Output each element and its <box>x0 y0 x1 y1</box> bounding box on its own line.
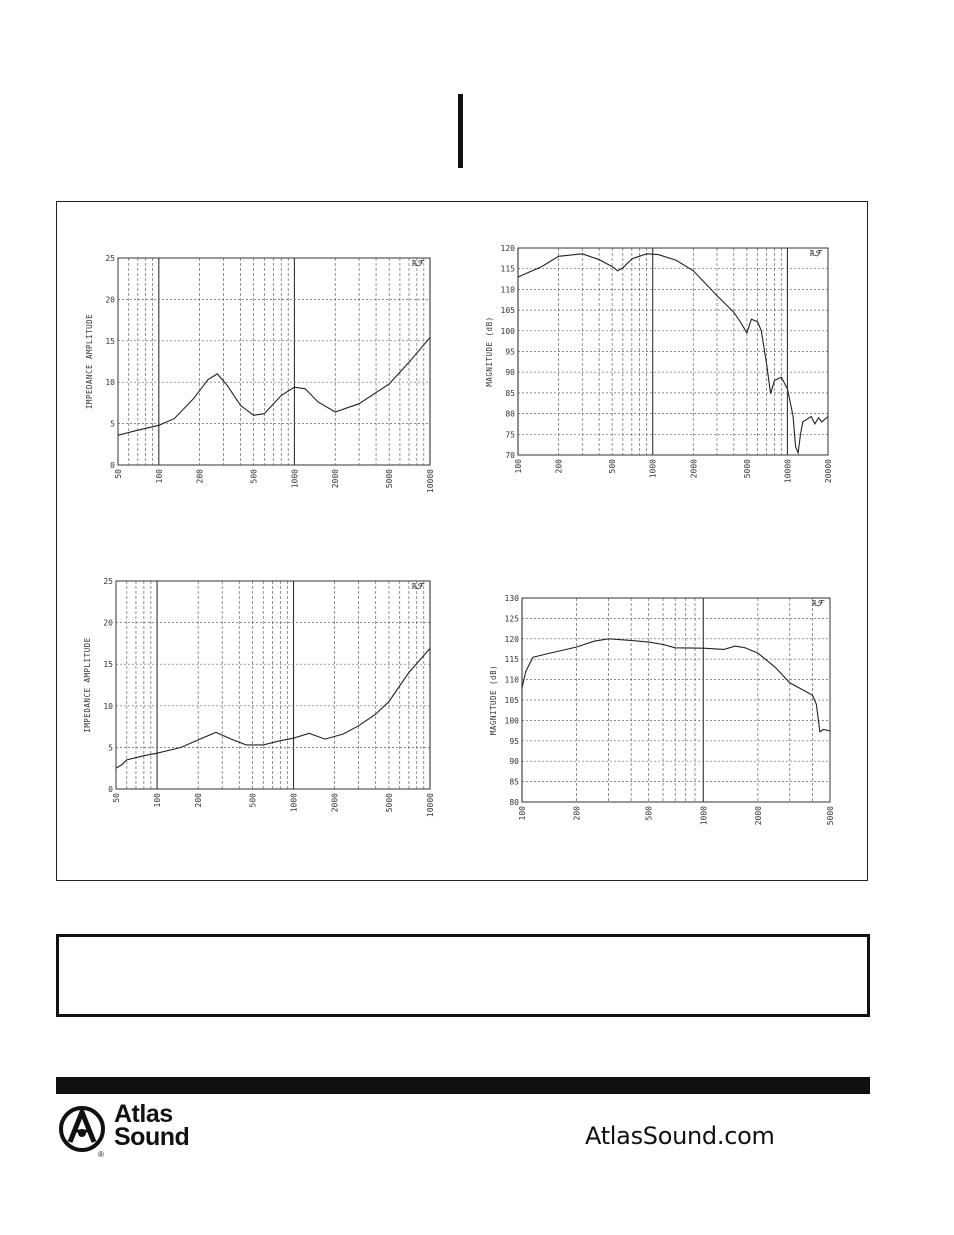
rf-logo-icon: ℝℱ <box>810 249 822 258</box>
y-tick-label: 130 <box>504 594 519 603</box>
y-tick-label: 110 <box>500 285 515 295</box>
x-tick-label: 50 <box>112 793 121 803</box>
x-tick-label: 1000 <box>290 469 300 489</box>
x-tick-label: 500 <box>248 793 258 808</box>
y-axis-label: MAGNITUDE (dB) <box>489 664 498 736</box>
rf-logo-icon: ℝℱ <box>812 599 824 608</box>
x-tick-label: 5000 <box>826 806 835 826</box>
brand-line-1: Atlas <box>114 1100 173 1128</box>
x-tick-label: 2000 <box>331 469 341 489</box>
x-tick-label: 100 <box>154 469 164 484</box>
y-tick-label: 10 <box>105 378 115 388</box>
x-tick-label: 200 <box>195 469 205 484</box>
x-tick-label: 20000 <box>824 459 833 484</box>
x-tick-label: 10000 <box>426 469 435 494</box>
x-tick-label: 1000 <box>648 459 658 479</box>
y-tick-label: 20 <box>105 295 115 305</box>
x-tick-label: 500 <box>644 806 654 821</box>
notes-box <box>56 934 870 1017</box>
y-tick-label: 15 <box>103 660 113 670</box>
y-tick-label: 105 <box>500 306 515 316</box>
x-tick-label: 50 <box>114 469 123 479</box>
y-tick-label: 90 <box>505 368 515 378</box>
y-tick-label: 25 <box>105 254 115 263</box>
y-tick-label: 75 <box>505 430 515 440</box>
x-tick-label: 100 <box>514 459 523 474</box>
x-tick-label: 100 <box>153 793 163 808</box>
brand-name <box>114 1100 190 1151</box>
y-tick-label: 0 <box>108 785 113 794</box>
x-tick-label: 100 <box>518 806 527 821</box>
y-tick-label: 85 <box>509 777 519 787</box>
rf-logo-icon: ℝℱ <box>412 259 424 268</box>
y-tick-label: 95 <box>509 736 519 746</box>
y-tick-label: 80 <box>505 409 515 419</box>
x-tick-label: 2000 <box>330 793 340 813</box>
x-tick-label: 5000 <box>742 459 752 479</box>
y-tick-label: 5 <box>110 419 115 429</box>
x-tick-label: 1000 <box>289 793 299 813</box>
y-axis-label: IMPEDANCE AMPLITUDE <box>85 313 94 410</box>
x-tick-label: 500 <box>249 469 259 484</box>
website-link[interactable]: AtlasSound.com <box>585 1122 775 1150</box>
y-tick-label: 100 <box>500 326 515 336</box>
y-tick-label: 120 <box>500 244 515 253</box>
x-tick-label: 500 <box>608 459 618 474</box>
y-tick-label: 5 <box>108 743 113 753</box>
x-tick-label: 1000 <box>699 806 709 826</box>
graphs-panel <box>56 201 868 881</box>
x-tick-label: 200 <box>194 793 204 808</box>
x-tick-label: 2000 <box>689 459 699 479</box>
y-tick-label: 85 <box>505 388 515 398</box>
y-tick-label: 115 <box>504 655 519 665</box>
y-tick-label: 95 <box>505 347 515 357</box>
y-axis-label: IMPEDANCE AMPLITUDE <box>83 637 92 733</box>
title-divider-bar <box>458 94 463 168</box>
y-tick-label: 100 <box>504 716 519 726</box>
y-tick-label: 115 <box>500 264 515 274</box>
y-axis-label: MAGNITUDE (dB) <box>485 316 494 387</box>
y-tick-label: 90 <box>509 757 519 767</box>
x-tick-label: 2000 <box>753 806 763 826</box>
y-tick-label: 110 <box>504 675 519 685</box>
y-tick-label: 70 <box>505 451 515 460</box>
y-tick-label: 105 <box>504 696 519 705</box>
y-tick-label: 80 <box>509 798 519 807</box>
y-tick-label: 125 <box>504 614 519 624</box>
y-tick-label: 120 <box>504 634 519 644</box>
registered-mark: ® <box>98 1150 104 1159</box>
x-tick-label: 5000 <box>384 793 394 813</box>
x-tick-label: 200 <box>572 806 582 821</box>
rf-logo-icon: ℝℱ <box>412 582 424 591</box>
x-tick-label: 10000 <box>426 793 435 818</box>
y-tick-label: 10 <box>103 701 113 711</box>
x-tick-label: 10000 <box>783 459 793 484</box>
y-tick-label: 25 <box>103 577 113 586</box>
x-tick-label: 5000 <box>385 469 395 489</box>
brand-line-2: Sound <box>114 1123 190 1151</box>
x-tick-label: 200 <box>554 459 564 474</box>
y-tick-label: 20 <box>103 618 113 628</box>
footer-bar <box>56 1077 870 1094</box>
y-tick-label: 0 <box>110 461 115 470</box>
y-tick-label: 15 <box>105 336 115 346</box>
